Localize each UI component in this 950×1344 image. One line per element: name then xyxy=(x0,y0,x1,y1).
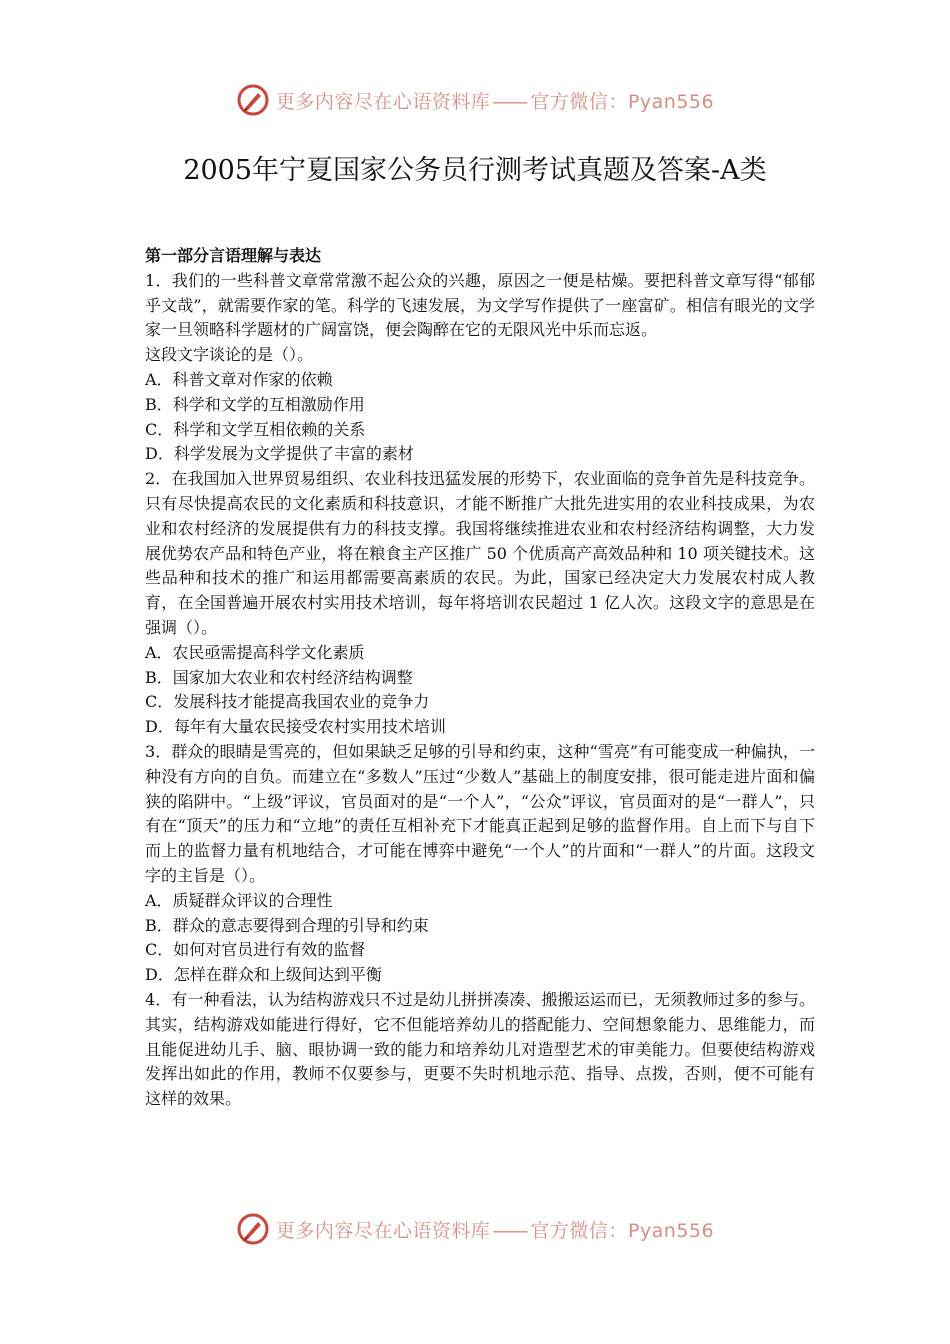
footer-banner xyxy=(0,1207,950,1251)
footer-banner-official-label: 官方微信： xyxy=(530,1219,628,1242)
footer-banner-main-text: 更多内容尽在心语资料库 xyxy=(275,1219,491,1242)
document-body xyxy=(145,244,815,1112)
header-banner xyxy=(0,78,950,122)
footer-banner-wechat-id: Pyan556 xyxy=(627,1219,715,1242)
question-3-option-c: C．如何对官员进行有效的监督 xyxy=(145,940,366,960)
pen-circle-icon xyxy=(236,83,270,117)
banner-main-text: 更多内容尽在心语资料库 xyxy=(275,90,491,113)
question-3-option-a: A．质疑群众评议的合理性 xyxy=(145,890,333,910)
question-2-option-a: A．农民亟需提高科学文化素质 xyxy=(145,642,365,662)
question-1-ask: 这段文字谈论的是（）。 xyxy=(145,345,314,365)
question-2-stem: 2．在我国加入世界贸易组织、农业科技迅猛发展的形势下，农业面临的竞争首先是科技竞争。只有尽快提高农民的文化素质和科技意识，才能不断推广大批先进实用的农业科技成果，为农业和农村经济的发展提供有力的科技支撑。我国将继续推进农业和农村经济结构调整，大力发展优势农产品和特色产业，将在粮食主产区推广 50 个优质高产高效品种和 10 项关键技术。这些品种和技术的推广和运用都需要高素质的农民。为此，国家已经决定大力发展农村成人教育，在全国普遍开展农村实用技术培训，每年将培训农民超过 1 亿人次。这段文字的意思是在强调（）。 xyxy=(145,469,815,637)
question-3-option-d: D．怎样在群众和上级间达到平衡 xyxy=(145,965,382,985)
question-3-stem: 3．群众的眼睛是雪亮的，但如果缺乏足够的引导和约束，这种“雪亮”有可能变成一种偏执，一种没有方向的自负。而建立在“多数人”压过“少数人”基础上的制度安排，很可能走进片面和偏狭的陷阱中。“上级”评议，官员面对的是“一个人”，“公众”评议，官员面对的是“一群人”，只有在“顶天”的压力和“立地”的责任互相补充下才能真正起到足够的监督作用。自上而下与自下而上的监督力量有机地结合，才可能在博弈中避免“一个人”的片面和“一群人”的片面。这段文字的主旨是（）。 xyxy=(145,741,815,885)
banner-wechat-id: Pyan556 xyxy=(627,90,715,113)
question-1-option-b: B．科学和文学的互相激励作用 xyxy=(145,394,365,414)
question-1-option-d: D．科学发展为文学提供了丰富的素材 xyxy=(145,444,414,464)
question-3-option-b: B．群众的意志要得到合理的引导和约束 xyxy=(145,915,429,935)
document-title: 2005年宁夏国家公务员行测考试真题及答案-A类 xyxy=(183,155,767,186)
section-heading: 第一部分言语理解与表达 xyxy=(145,246,322,265)
banner-text xyxy=(276,87,714,114)
footer-banner-dash: —— xyxy=(492,1219,527,1242)
pen-circle-icon xyxy=(236,1212,270,1246)
question-2-option-c: C．发展科技才能提高我国农业的竞争力 xyxy=(145,692,430,712)
banner-inner xyxy=(236,83,714,117)
banner-official-label: 官方微信： xyxy=(530,90,628,113)
question-2-option-b: B．国家加大农业和农村经济结构调整 xyxy=(145,667,413,687)
footer-banner-text xyxy=(276,1216,714,1243)
question-1-option-a: A．科普文章对作家的依赖 xyxy=(145,369,333,389)
question-4-stem: 4．有一种看法，认为结构游戏只不过是幼儿拼拼凑凑、搬搬运运而已，无须教师过多的参与。其实，结构游戏如能进行得好，它不但能培养幼儿的搭配能力、空间想象能力、思维能力，而且能促进幼儿手、脑、眼协调一致的能力和培养幼儿对造型艺术的审美能力。但要使结构游戏发挥出如此的作用，教师不仅要参与，更要不失时机地示范、指导、点拨，否则，便不可能有这样的效果。 xyxy=(145,989,815,1109)
footer-banner-inner xyxy=(236,1212,714,1246)
question-2-option-d: D．每年有大量农民接受农村实用技术培训 xyxy=(145,717,446,737)
banner-dash: —— xyxy=(492,90,527,113)
question-1-stem: 1．我们的一些科普文章常常激不起公众的兴趣，原因之一便是枯燥。要把科普文章写得“郁郁乎文哉”，就需要作家的笔。科学的飞速发展，为文学写作提供了一座富矿。相信有眼光的文学家一旦领略科学题材的广阔富饶，便会陶醉在它的无限风光中乐而忘返。 xyxy=(145,270,815,340)
question-1-option-c: C．科学和文学互相依赖的关系 xyxy=(145,419,366,439)
